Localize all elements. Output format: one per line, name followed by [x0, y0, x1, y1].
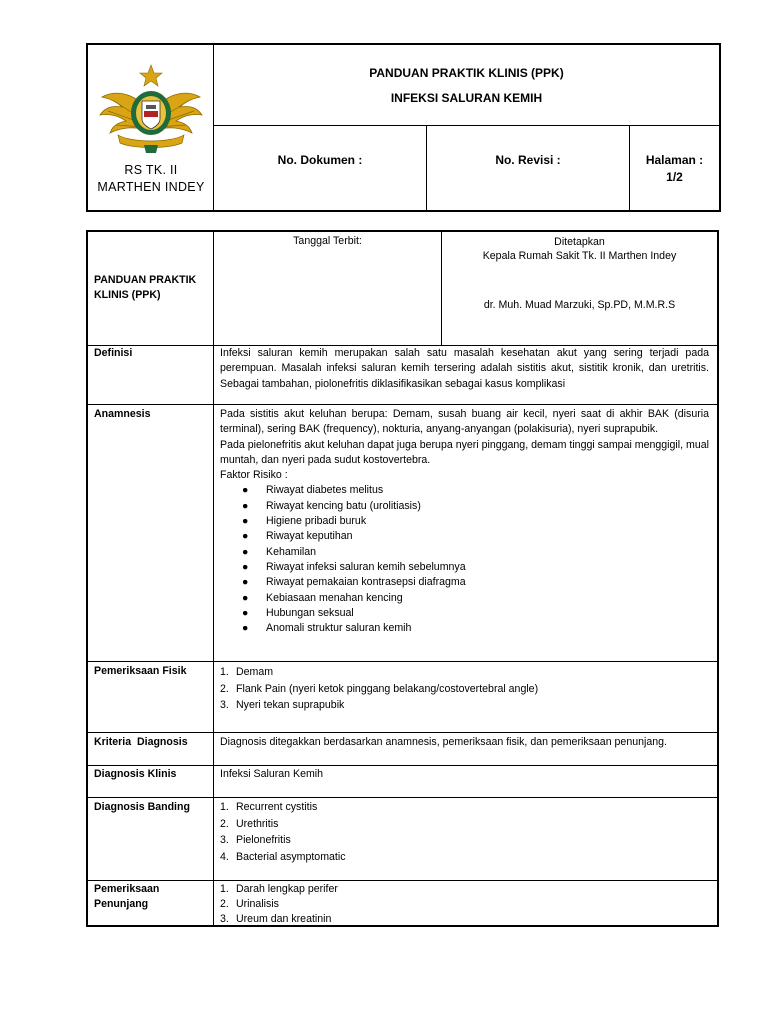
row-divider [88, 404, 717, 405]
halaman-label: Halaman : [645, 153, 704, 167]
anamnesis-label: Anamnesis [94, 408, 151, 420]
signer-name: dr. Muh. Muad Marzuki, Sp.PD, M.M.R.S [483, 299, 676, 311]
list-item: 1. Darah lengkap perifer [220, 883, 338, 895]
anamnesis-para1: Pada sistitis akut keluhan berupa: Demam, susah buang air kecil, nyeri saat di akhir BAK (disuria terminal), sering BAK (frequency), nokturia, anyang-anyangan (polakisuria), nyeri suprapubik. [220, 408, 709, 436]
list-item: ● Riwayat diabetes melitus [220, 483, 709, 498]
kriteria-diagnosis-text: Diagnosis ditegakkan berdasarkan anamnesis, pemeriksaan fisik, dan pemeriksaan penunjang. [220, 736, 667, 748]
tanggal-terbit-label: Tanggal Terbit: [293, 235, 362, 247]
pemeriksaan-fisik-content [220, 664, 709, 714]
row-divider [88, 765, 717, 766]
list-item: 1. Demam [220, 666, 274, 678]
ditetapkan-block [442, 235, 717, 263]
bullet-icon: ● [242, 560, 249, 573]
diagnosis-klinis-label: Diagnosis Klinis [94, 768, 177, 780]
row-divider [88, 880, 717, 881]
list-item: 2. Urinalisis [220, 897, 279, 910]
hospital-name-line2: MARTHEN INDEY [97, 180, 205, 194]
anamnesis-para2: Pada pielonefritis akut keluhan dapat juga berupa nyeri pinggang, demam tinggi sampai menggigil, mual muntah, dan nyeri pada sudut kostovertebra. [220, 438, 709, 466]
bullet-icon: ● [242, 499, 249, 512]
military-emblem-icon [98, 63, 204, 159]
approval-label: PANDUAN PRAKTIK KLINIS (PPK) [94, 274, 197, 301]
diagnosis-banding-label: Diagnosis Banding [94, 801, 190, 813]
list-item: 3. Ureum dan kreatinin [220, 912, 332, 925]
document-title: PANDUAN PRAKTIK KLINIS (PPK) [369, 66, 564, 80]
no-revisi-label: No. Revisi : [495, 153, 561, 167]
list-item: ● Riwayat pemakaian kontrasepsi diafragma [220, 575, 709, 590]
bullet-icon: ● [242, 484, 249, 497]
list-item: 3. Pielonefritis [220, 834, 291, 846]
bullet-icon: ● [242, 545, 249, 558]
list-item: 1. Recurrent cystitis [220, 801, 318, 813]
bullet-icon: ● [242, 515, 249, 528]
kriteria-diagnosis-label: Kriteria Diagnosis [94, 736, 188, 748]
bullet-icon: ● [242, 591, 249, 604]
diagnosis-klinis-text: Infeksi Saluran Kemih [220, 768, 324, 780]
halaman-cell [630, 125, 719, 210]
list-item: 4. Bacterial asymptomatic [220, 850, 346, 863]
definisi-text: Infeksi saluran kemih merupakan salah satu masalah kesehatan akut yang sering terjadi pada perempuan. Masalah infeksi saluran kemih tersering adalah sistitis akut, sistitik kronik, dan uretritis. Sebagai tambahan, piolonefritis diklasifikasikan sebagai kasus komplikasi [220, 347, 709, 390]
faktor-risiko-label: Faktor Risiko : [220, 469, 288, 482]
pemeriksaan-fisik-label: Pemeriksaan Fisik [94, 665, 187, 677]
bullet-icon: ● [242, 606, 249, 619]
ditetapkan-label: Ditetapkan [554, 236, 605, 248]
list-item: 3. Nyeri tekan suprapubik [220, 699, 345, 711]
diagnosis-banding-list [220, 799, 709, 865]
list-item: ● Higiene pribadi buruk [220, 514, 709, 529]
document-header [86, 43, 721, 212]
no-revisi-cell [427, 125, 630, 210]
jabatan-label: Kepala Rumah Sakit Tk. II Marthen Indey [482, 250, 677, 262]
ppk-table [86, 230, 719, 927]
logo-cell [88, 45, 214, 210]
anamnesis-content [220, 407, 709, 636]
row-divider [88, 661, 717, 662]
list-item: 2. Urethritis [220, 817, 279, 830]
column-divider [213, 232, 214, 925]
row-divider [88, 732, 717, 733]
pemeriksaan-penunjang-content [220, 882, 709, 926]
document-subtitle: INFEKSI SALURAN KEMIH [390, 91, 543, 105]
title-cell [214, 45, 719, 126]
faktor-risiko-list [220, 483, 709, 636]
bullet-icon: ● [242, 530, 249, 543]
list-item: ● Kehamilan [220, 545, 709, 560]
definisi-label: Definisi [94, 347, 133, 359]
list-item: ● Riwayat keputihan [220, 529, 709, 544]
list-item: ● Riwayat infeksi saluran kemih sebelumnya [220, 560, 709, 575]
halaman-value: 1/2 [666, 170, 683, 184]
bullet-icon: ● [242, 576, 249, 589]
halaman-block [630, 152, 719, 186]
no-dokumen-cell [214, 125, 427, 210]
list-item: ● Anomali struktur saluran kemih [220, 621, 709, 636]
list-item: ● Hubungan seksual [220, 606, 709, 621]
diagnosis-banding-content [220, 799, 709, 865]
no-dokumen-label: No. Dokumen : [277, 153, 363, 167]
row-divider [88, 797, 717, 798]
list-item: 2. Flank Pain (nyeri ketok pinggang belakang/costovertebral angle) [220, 682, 539, 695]
bullet-icon: ● [242, 622, 249, 635]
pemeriksaan-penunjang-label: Pemeriksaan Penunjang [94, 883, 160, 910]
pemeriksaan-penunjang-list [220, 882, 709, 926]
pemeriksaan-fisik-list [220, 664, 709, 714]
hospital-name-line1: RS TK. II [124, 163, 178, 177]
list-item: ● Riwayat kencing batu (urolitiasis) [220, 499, 709, 514]
list-item: ● Kebiasaan menahan kencing [220, 591, 709, 606]
